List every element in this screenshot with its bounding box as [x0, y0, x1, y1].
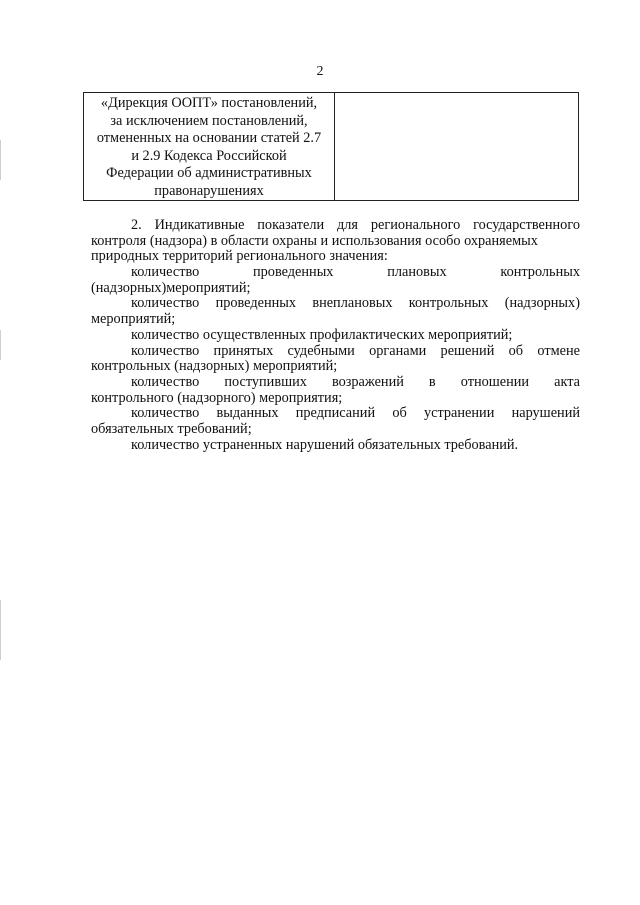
word: контрольных: [408, 295, 489, 312]
word: поступивших: [224, 373, 307, 390]
word: государственного: [473, 217, 580, 233]
word: отмене: [537, 342, 580, 359]
word: для: [337, 217, 359, 233]
word: об: [392, 405, 407, 422]
word: (надзорных): [504, 295, 580, 312]
list-item-objections: [91, 375, 580, 391]
list-item-eliminated-violations: количество устраненных нарушений обязательных требований.: [131, 436, 519, 453]
table-cell-empty: [335, 93, 579, 201]
word: количество: [131, 295, 200, 312]
list-item-unplanned-measures: [91, 296, 580, 312]
word: нарушений: [511, 405, 580, 422]
scan-edge-mark-mid: [0, 330, 1, 360]
word: регионального: [370, 217, 461, 233]
table-cell-line: Федерации об административных: [106, 165, 312, 181]
word: предписаний: [295, 405, 376, 422]
list-item-prescriptions: [91, 406, 580, 422]
list-item-court-decisions: [91, 344, 580, 360]
page-number: 2: [316, 64, 324, 79]
word: отношении: [460, 373, 530, 390]
word: контрольных: [500, 264, 580, 281]
word: показатели: [257, 217, 325, 233]
word: в: [428, 373, 436, 390]
word: принятых: [213, 342, 274, 359]
section-intro-line: природных территорий регионального значения:: [91, 248, 388, 265]
table-cell-line: отмененных на основании статей 2.7: [96, 130, 322, 146]
list-item-continuation: контрольных (надзорных) мероприятий;: [91, 358, 338, 375]
list-item-continuation: обязательных требований;: [91, 420, 252, 437]
word: плановых: [387, 264, 447, 281]
word: проведенных: [253, 264, 334, 281]
table-cell-line: и 2.9 Кодекса Российской: [131, 147, 287, 164]
indicators-section: [91, 218, 580, 453]
word: количество: [131, 373, 200, 390]
word: проведенных: [215, 295, 297, 312]
list-item-continuation: (надзорных)мероприятий;: [91, 279, 251, 296]
word: внеплановых: [312, 295, 393, 312]
table-cell-line: «Дирекция ООПТ» постановлений,: [100, 95, 318, 111]
word: количество: [131, 264, 200, 281]
table-row: [84, 93, 579, 201]
word: органами: [369, 342, 427, 359]
list-item-continuation: мероприятий;: [91, 311, 176, 328]
section-intro-line: контроля (надзора) в области охраны и использования особо охраняемых: [91, 232, 538, 249]
word: количество: [131, 405, 200, 422]
word: выданных: [216, 405, 279, 422]
word: устранении: [423, 405, 495, 422]
document-table: [83, 92, 579, 201]
word: Индикативные: [154, 217, 245, 233]
section-heading-line: [91, 218, 580, 234]
word: возражений: [331, 373, 404, 390]
word: судебными: [287, 342, 355, 359]
word: об: [508, 342, 524, 359]
word: 2.: [131, 217, 142, 233]
scan-edge-mark-top: [0, 140, 1, 180]
word: количество: [131, 342, 200, 359]
list-item-planned-measures: [91, 265, 580, 281]
table-cell-line: за исключением постановлений,: [110, 112, 308, 129]
word: решений: [440, 342, 495, 359]
word: акта: [554, 373, 580, 390]
list-item-preventive-measures: количество осуществленных профилактических мероприятий;: [131, 326, 513, 343]
table-cell-description: [84, 93, 335, 201]
table-cell-line: правонарушениях: [154, 182, 264, 199]
list-item-continuation: контрольного (надзорного) мероприятия;: [91, 389, 343, 406]
scan-edge-mark-low: [0, 600, 1, 660]
